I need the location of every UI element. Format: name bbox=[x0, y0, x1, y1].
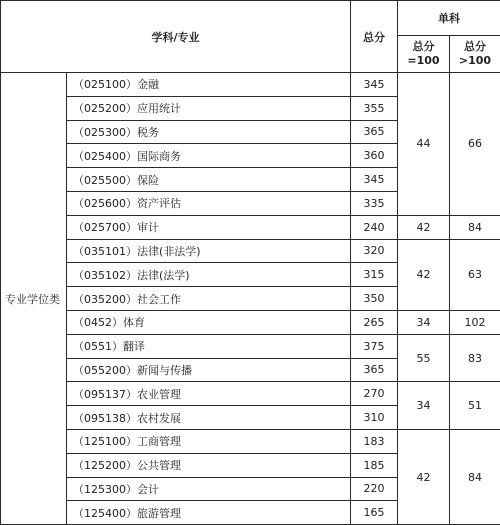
total-cell: 335 bbox=[351, 191, 398, 215]
total-cell: 355 bbox=[351, 96, 398, 120]
total-cell: 375 bbox=[351, 334, 398, 358]
total-cell: 350 bbox=[351, 287, 398, 311]
header-single-le100: 总分 =100 bbox=[398, 36, 450, 73]
major-cell: （035200）社会工作 bbox=[67, 287, 351, 311]
major-cell: （125400）旅游管理 bbox=[67, 501, 351, 525]
total-cell: 360 bbox=[351, 144, 398, 168]
total-cell: 310 bbox=[351, 406, 398, 430]
major-cell: （0551）翻译 bbox=[67, 334, 351, 358]
major-cell: （025100）金融 bbox=[67, 73, 351, 97]
total-cell: 320 bbox=[351, 239, 398, 263]
total-cell: 185 bbox=[351, 453, 398, 477]
total-cell: 265 bbox=[351, 310, 398, 334]
header-subject-major: 学科/专业 bbox=[1, 1, 351, 73]
major-cell: （125200）公共管理 bbox=[67, 453, 351, 477]
single-gt100-cell: 63 bbox=[450, 239, 500, 310]
single-gt100-cell: 51 bbox=[450, 382, 500, 430]
header-total: 总分 bbox=[351, 1, 398, 73]
single-le100-cell: 44 bbox=[398, 73, 450, 216]
total-cell: 365 bbox=[351, 358, 398, 382]
single-le100-cell: 55 bbox=[398, 334, 450, 382]
single-gt100-cell: 83 bbox=[450, 334, 500, 382]
single-gt100-cell: 102 bbox=[450, 310, 500, 334]
major-cell: （095138）农村发展 bbox=[67, 406, 351, 430]
major-cell: （025400）国际商务 bbox=[67, 144, 351, 168]
major-cell: （035102）法律(法学) bbox=[67, 263, 351, 287]
major-cell: （025300）税务 bbox=[67, 120, 351, 144]
single-gt100-cell: 84 bbox=[450, 215, 500, 239]
major-cell: （125100）工商管理 bbox=[67, 429, 351, 453]
major-cell: （035101）法律(非法学) bbox=[67, 239, 351, 263]
total-cell: 165 bbox=[351, 501, 398, 525]
single-le100-cell: 42 bbox=[398, 239, 450, 310]
major-cell: （025500）保险 bbox=[67, 168, 351, 192]
major-cell: （025700）审计 bbox=[67, 215, 351, 239]
total-cell: 345 bbox=[351, 73, 398, 97]
single-le100-cell: 34 bbox=[398, 310, 450, 334]
total-cell: 240 bbox=[351, 215, 398, 239]
total-cell: 183 bbox=[351, 429, 398, 453]
major-cell: （095137）农业管理 bbox=[67, 382, 351, 406]
single-le100-cell: 42 bbox=[398, 215, 450, 239]
header-single: 单科 bbox=[398, 1, 500, 36]
single-le100-cell: 42 bbox=[398, 429, 450, 524]
major-cell: （025200）应用统计 bbox=[67, 96, 351, 120]
single-gt100-cell: 84 bbox=[450, 429, 500, 524]
total-cell: 365 bbox=[351, 120, 398, 144]
single-le100-cell: 34 bbox=[398, 382, 450, 430]
category-cell: 专业学位类 bbox=[1, 73, 67, 525]
total-cell: 315 bbox=[351, 263, 398, 287]
total-cell: 220 bbox=[351, 477, 398, 501]
major-cell: （025600）资产评估 bbox=[67, 191, 351, 215]
major-cell: （125300）会计 bbox=[67, 477, 351, 501]
major-cell: （0452）体育 bbox=[67, 310, 351, 334]
single-gt100-cell: 66 bbox=[450, 73, 500, 216]
major-cell: （055200）新闻与传播 bbox=[67, 358, 351, 382]
total-cell: 270 bbox=[351, 382, 398, 406]
total-cell: 345 bbox=[351, 168, 398, 192]
header-single-gt100: 总分 >100 bbox=[450, 36, 500, 73]
